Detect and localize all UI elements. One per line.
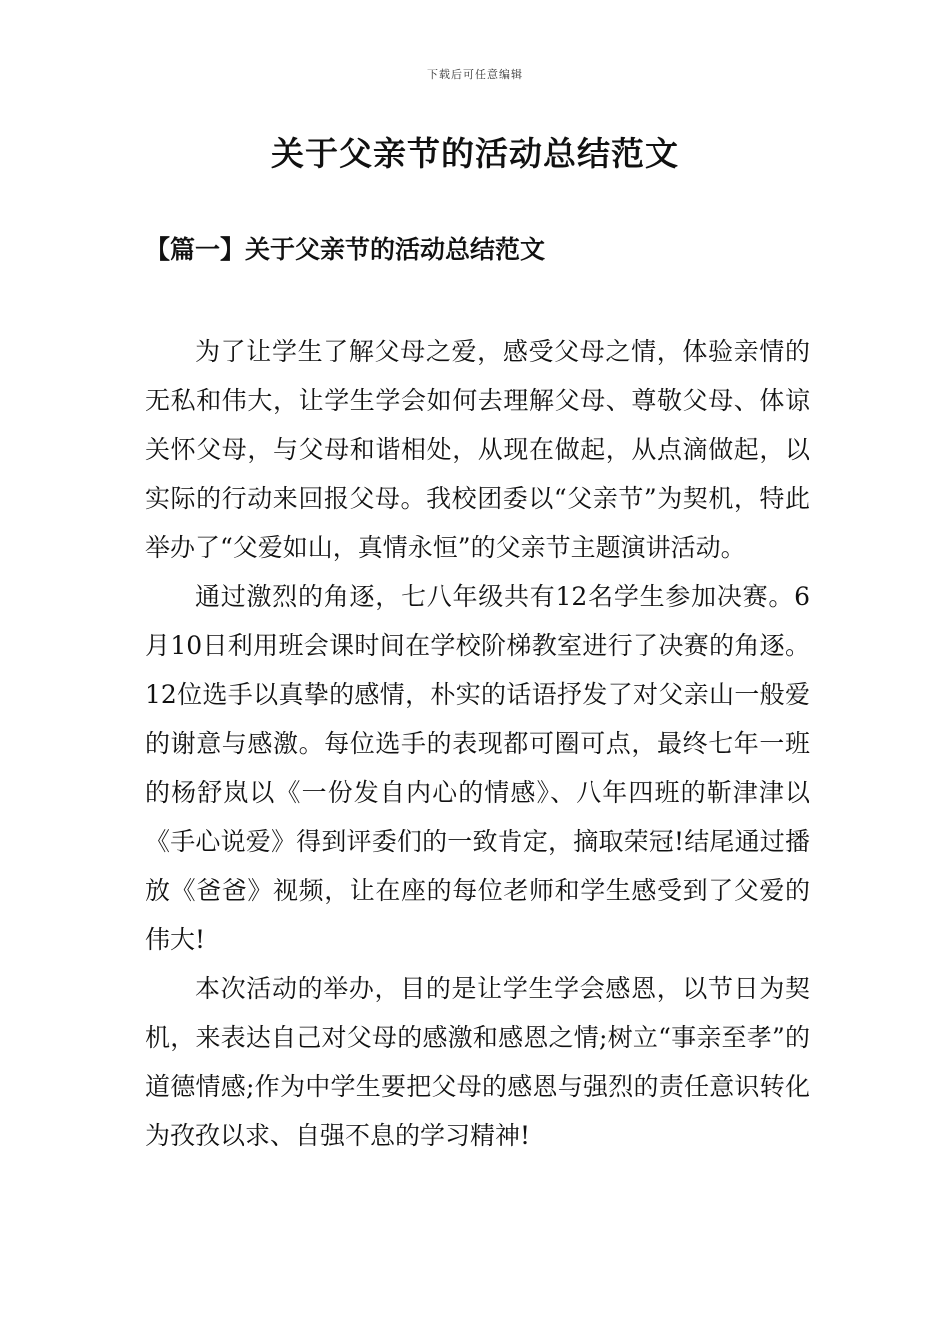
paragraph-2: 通过激烈的角逐，七八年级共有12名学生参加决赛。6月10日利用班会课时间在学校阶梯教室进行了决赛的角逐。12位选手以真挚的感情，朴实的话语抒发了对父亲山一般爱的谢意与感激。每位选手的表现都可圈可点，最终七年一班的杨舒岚以《一份发自内心的情感》、八年四班的靳津津以《手心说爱》得到评委们的一致肯定，摘取荣冠!结尾通过播放《爸爸》视频，让在座的每位老师和学生感受到了父爱的伟大! [145, 582, 810, 954]
paragraph-3: 本次活动的举办，目的是让学生学会感恩，以节日为契机，来表达自己对父母的感激和感恩之情;树立“事亲至孝”的道德情感;作为中学生要把父母的感恩与强烈的责任意识转化为孜孜以求、自强不息的学习精神! [145, 974, 810, 1150]
article-body [145, 327, 810, 1160]
section-heading: 【篇一】关于父亲节的活动总结范文 [145, 235, 546, 264]
document-title: 关于父亲节的活动总结范文 [271, 134, 679, 173]
header-note: 下载后可任意编辑 [427, 68, 523, 81]
paragraph-1: 为了让学生了解父母之爱，感受父母之情，体验亲情的无私和伟大，让学生学会如何去理解父母、尊敬父母、体谅关怀父母，与父母和谐相处，从现在做起，从点滴做起，以实际的行动来回报父母。我校团委以“父亲节”为契机，特此举办了“父爱如山，真情永恒”的父亲节主题演讲活动。 [145, 337, 810, 562]
